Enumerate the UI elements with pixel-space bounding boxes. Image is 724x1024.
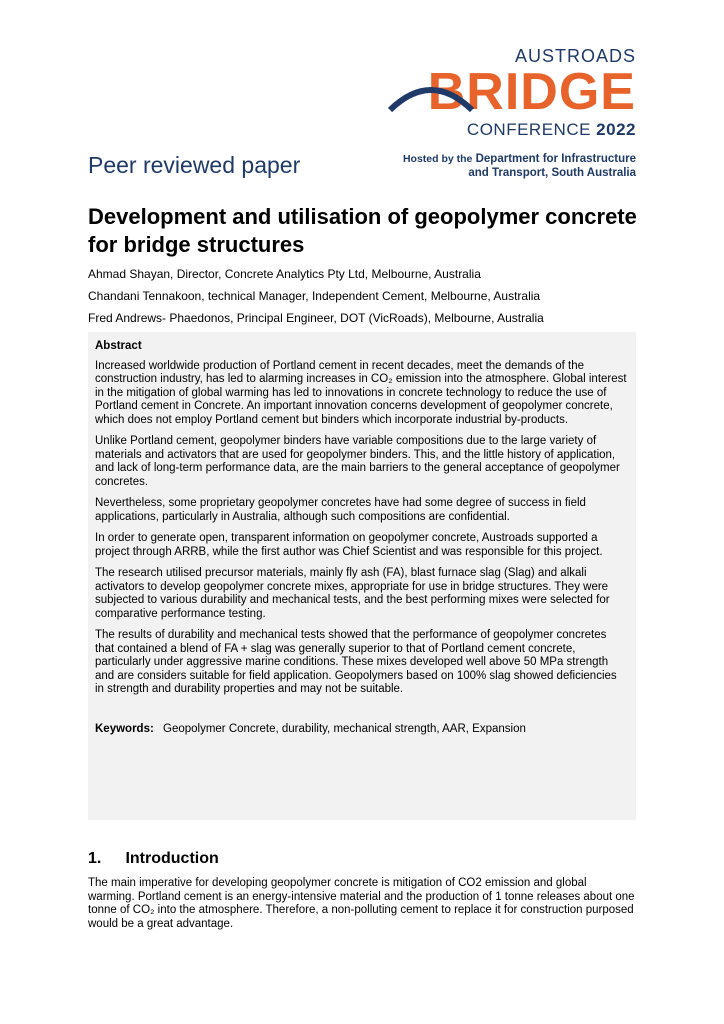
abstract-paragraph: The results of durability and mechanical tests showed that the performance of geopolymer concretes that contained a blend of FA + slag was generally superior to that of Portland cement concrete, particularly under aggressive marine conditions. These mixes developed well above 50 MPa strength and are considers suitable for field application. Geopolymers based on 100% slag showed deficiencies in strength and durability properties and may not be suitable.: [95, 629, 617, 695]
author-list: [88, 266, 544, 332]
paper-title: Development and utilisation of geopolymer concrete for bridge structures: [88, 204, 637, 257]
logo-bridge: [386, 63, 636, 121]
abstract-paragraph: The research utilised precursor materials, mainly fly ash (FA), blast furnace slag (Slag) and alkali activators to develop geopolymer concrete mixes, appropriate for use in bridge structures. They were subjected to various durability and mechanical tests, and the best performing mixes were selected for comparative performance testing.: [95, 567, 610, 620]
author-line: Fred Andrews- Phaedonos, Principal Engineer, DOT (VicRoads), Melbourne, Australia: [88, 311, 544, 325]
author-line: Ahmad Shayan, Director, Concrete Analytics Pty Ltd, Melbourne, Australia: [88, 267, 481, 281]
keywords-line: [95, 723, 628, 737]
logo-conference-text: CONFERENCE: [466, 120, 591, 139]
keywords-text: Geopolymer Concrete, durability, mechanical strength, AAR, Expansion: [163, 722, 526, 735]
section-number: 1.: [88, 850, 102, 867]
section-heading-introduction: [88, 850, 219, 868]
paper-type-label: Peer reviewed paper: [88, 152, 301, 178]
host-line2: and Transport, South Australia: [468, 167, 636, 179]
host-note: [356, 152, 636, 180]
logo-bridge-text: BRIDGE: [427, 63, 636, 121]
abstract-paragraph: Nevertheless, some proprietary geopolymer concretes have had some degree of success in field applications, particularly in Australia, although such compositions are confidential.: [95, 497, 586, 523]
intro-paragraph: The main imperative for developing geopolymer concrete is mitigation of CO2 emission and global warming. Portland cement is an energy-intensive material and the production of 1 tonne releases about one tonne of CO₂ into the atmosphere. Therefore, a non-polluting cement to replace it for construction purposed would be a great advantage.: [88, 877, 635, 930]
abstract-paragraph: In order to generate open, transparent information on geopolymer concrete, Austroads supported a project through ARRB, while the first author was Chief Scientist and was responsible for this project.: [95, 532, 603, 558]
bridge-arc-icon: [386, 76, 476, 112]
logo-austroads: AUSTROADS: [514, 46, 636, 66]
abstract-box: [88, 332, 636, 820]
keywords-label: Keywords:: [95, 722, 154, 735]
abstract-paragraph: Unlike Portland cement, geopolymer binders have variable compositions due to the large variety of materials and activators that are used for geopolymer binders. This, and the little history of application, and lack of long-term performance data, are the main barriers to the general acceptance of geopolymer concretes.: [95, 435, 620, 488]
author-line: Chandani Tennakoon, technical Manager, Independent Cement, Melbourne, Australia: [88, 289, 541, 303]
abstract-paragraph: Increased worldwide production of Portland cement in recent decades, meet the demands of the construction industry, has led to alarming increases in CO₂ emission into the atmosphere. Global interest in the mitigation of global warming has led to innovations in concrete technology to reduce the use of Portland cement in Concrete. An important innovation concerns development of geopolymer concrete, which does not employ Portland cement but binders which incorporate industrial by-products.: [95, 359, 627, 426]
host-line1: Department for Infrastructure: [475, 153, 636, 165]
host-lead: Hosted by the: [402, 153, 473, 165]
logo-conference: [386, 120, 636, 140]
section-title: Introduction: [125, 850, 219, 867]
abstract-heading: Abstract: [95, 340, 142, 352]
conference-logo: [386, 46, 636, 140]
logo-year: 2022: [596, 120, 636, 139]
